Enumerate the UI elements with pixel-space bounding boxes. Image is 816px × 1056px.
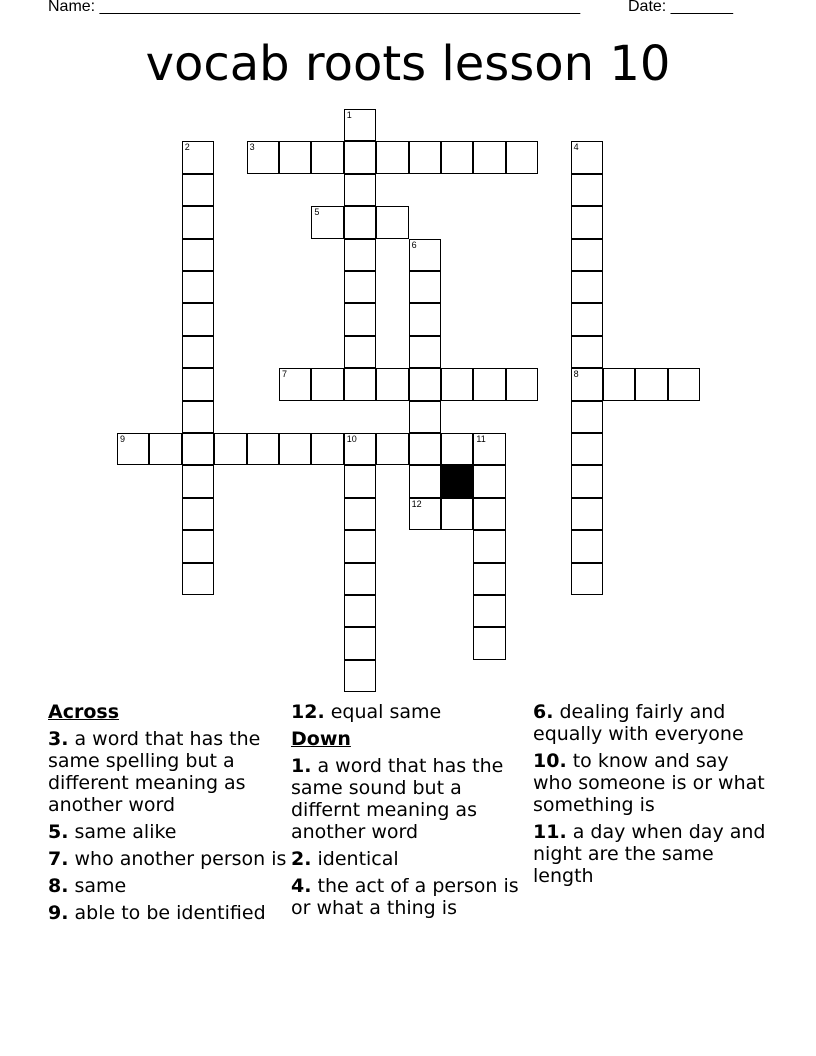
- clue-number-label: 10: [346, 434, 357, 444]
- clue-text: same alike: [68, 821, 177, 843]
- grid-cell[interactable]: [344, 563, 376, 595]
- grid-cell[interactable]: [571, 401, 603, 433]
- grid-cell[interactable]: [409, 465, 441, 497]
- grid-cell[interactable]: [344, 206, 376, 238]
- grid-cell[interactable]: [441, 368, 473, 400]
- clue-number: 6.: [533, 701, 554, 723]
- clue-number-label: 11: [476, 434, 486, 444]
- grid-cell[interactable]: [279, 368, 311, 400]
- clue-number-label: 2: [184, 142, 190, 153]
- grid-cell[interactable]: [311, 368, 343, 400]
- grid-cell[interactable]: [571, 174, 603, 206]
- date-field-label: Date: _______: [628, 0, 733, 15]
- clue-text: same: [68, 875, 127, 897]
- grid-cell[interactable]: [376, 141, 408, 173]
- grid-cell[interactable]: [182, 174, 214, 206]
- grid-cell[interactable]: [247, 141, 279, 173]
- grid-cell[interactable]: [473, 465, 505, 497]
- grid-cell[interactable]: [117, 433, 149, 465]
- name-field-label: Name: ______________________________________________________: [48, 0, 581, 15]
- grid-cell[interactable]: [441, 433, 473, 465]
- clue-text: identical: [311, 848, 399, 870]
- grid-cell[interactable]: [376, 206, 408, 238]
- grid-cell[interactable]: [571, 530, 603, 562]
- grid-cell[interactable]: [571, 433, 603, 465]
- grid-cell[interactable]: [603, 368, 635, 400]
- grid-cell[interactable]: [311, 141, 343, 173]
- grid-cell[interactable]: [571, 271, 603, 303]
- grid-cell[interactable]: [571, 563, 603, 595]
- grid-cell[interactable]: [571, 368, 603, 400]
- grid-cell[interactable]: [311, 206, 343, 238]
- grid-cell[interactable]: [409, 368, 441, 400]
- grid-cell[interactable]: [344, 498, 376, 530]
- clue-text: able to be identified: [68, 902, 266, 924]
- grid-cell[interactable]: [182, 141, 214, 173]
- clue-item: [533, 701, 773, 745]
- grid-cell[interactable]: [409, 271, 441, 303]
- grid-cell[interactable]: [344, 465, 376, 497]
- grid-cell[interactable]: [344, 530, 376, 562]
- grid-cell[interactable]: [182, 498, 214, 530]
- clue-number: 9.: [48, 902, 69, 924]
- grid-cell[interactable]: [635, 368, 667, 400]
- grid-cell[interactable]: [376, 433, 408, 465]
- clue-text: who another person is: [68, 848, 287, 870]
- grid-cell[interactable]: [182, 465, 214, 497]
- grid-cell[interactable]: [571, 206, 603, 238]
- clue-number: 10.: [533, 750, 567, 772]
- grid-cell[interactable]: [409, 336, 441, 368]
- clue-item: [291, 701, 521, 723]
- grid-cell[interactable]: [182, 206, 214, 238]
- grid-cell[interactable]: [149, 433, 181, 465]
- clue-item: [48, 902, 288, 924]
- clue-item: [48, 848, 288, 870]
- grid-cell[interactable]: [571, 336, 603, 368]
- grid-cell[interactable]: [506, 368, 538, 400]
- grid-cell[interactable]: [344, 627, 376, 659]
- clue-item: [291, 875, 521, 919]
- clue-number: 1.: [291, 755, 312, 777]
- grid-cell[interactable]: [571, 498, 603, 530]
- grid-cell[interactable]: [473, 141, 505, 173]
- clue-number-label: 8: [573, 369, 579, 380]
- grid-cell[interactable]: [344, 660, 376, 692]
- grid-cell[interactable]: [668, 368, 700, 400]
- clue-item: [291, 755, 521, 843]
- grid-cell[interactable]: [311, 433, 343, 465]
- grid-cell[interactable]: [344, 303, 376, 335]
- clue-text: equal same: [324, 701, 442, 723]
- grid-cell[interactable]: [409, 433, 441, 465]
- clue-number-label: 5: [314, 207, 320, 218]
- grid-cell[interactable]: [182, 433, 214, 465]
- clue-number: 4.: [291, 875, 312, 897]
- across-heading: Across: [48, 701, 120, 723]
- grid-cell[interactable]: [473, 368, 505, 400]
- grid-cell[interactable]: [344, 433, 376, 465]
- clue-number: 12.: [291, 701, 325, 723]
- clue-number-label: 7: [282, 369, 288, 380]
- grid-cell[interactable]: [182, 530, 214, 562]
- grid-cell[interactable]: [182, 303, 214, 335]
- grid-cell[interactable]: [182, 368, 214, 400]
- clue-number-label: 9: [120, 434, 126, 444]
- grid-cell[interactable]: [214, 433, 246, 465]
- clue-text: a word that has the same sound but a differnt meaning as another word: [291, 755, 504, 843]
- grid-cell[interactable]: [344, 239, 376, 271]
- grid-cell[interactable]: [344, 368, 376, 400]
- grid-cell[interactable]: [279, 141, 311, 173]
- grid-cell[interactable]: [376, 368, 408, 400]
- clue-number: 5.: [48, 821, 69, 843]
- clue-number-label: 3: [249, 142, 255, 153]
- grid-cell[interactable]: [182, 563, 214, 595]
- down-heading: Down: [291, 728, 351, 750]
- grid-cell[interactable]: [247, 433, 279, 465]
- clue-number: 3.: [48, 728, 69, 750]
- grid-cell[interactable]: [409, 498, 441, 530]
- grid-cell[interactable]: [441, 498, 473, 530]
- puzzle-title: vocab roots lesson 10: [145, 36, 671, 92]
- clue-number-label: 6: [411, 239, 417, 250]
- clue-item: [48, 875, 288, 897]
- grid-cell[interactable]: [279, 433, 311, 465]
- grid-cell[interactable]: [409, 303, 441, 335]
- clue-text: the act of a person is or what a thing is: [291, 875, 519, 919]
- grid-cell[interactable]: [473, 433, 505, 465]
- grid-cell[interactable]: [571, 465, 603, 497]
- grid-cell[interactable]: [473, 627, 505, 659]
- clue-item: [533, 821, 773, 887]
- grid-cell[interactable]: [182, 401, 214, 433]
- grid-cell[interactable]: [473, 563, 505, 595]
- grid-cell[interactable]: [182, 271, 214, 303]
- clue-number-label: 12: [411, 498, 422, 509]
- clue-text: to know and say who someone is or what something is: [533, 750, 765, 816]
- clues-column-3: [533, 701, 773, 892]
- grid-cell[interactable]: [409, 141, 441, 173]
- clue-item: [48, 821, 288, 843]
- grid-cell[interactable]: [409, 239, 441, 271]
- clue-text: a day when day and night are the same length: [533, 821, 766, 887]
- clue-item: [291, 848, 521, 870]
- clue-number: 2.: [291, 848, 312, 870]
- grid-cell[interactable]: [571, 141, 603, 173]
- black-cell: [441, 465, 473, 497]
- clues-column-1: [48, 701, 288, 929]
- grid-cell[interactable]: [344, 141, 376, 173]
- grid-cell[interactable]: [409, 401, 441, 433]
- clue-item: [48, 728, 288, 816]
- clues-column-2: [291, 701, 521, 924]
- clue-number-label: 4: [573, 142, 579, 153]
- grid-cell[interactable]: [473, 530, 505, 562]
- grid-cell[interactable]: [344, 595, 376, 627]
- grid-cell[interactable]: [506, 141, 538, 173]
- grid-cell[interactable]: [344, 271, 376, 303]
- clue-text: a word that has the same spelling but a different meaning as another word: [48, 728, 261, 816]
- grid-cell[interactable]: [344, 336, 376, 368]
- grid-cell[interactable]: [182, 239, 214, 271]
- clue-number-label: 1: [346, 110, 352, 120]
- grid-cell[interactable]: [571, 239, 603, 271]
- grid-cell[interactable]: [344, 174, 376, 206]
- clue-text: dealing fairly and equally with everyone: [533, 701, 744, 745]
- grid-cell[interactable]: [182, 336, 214, 368]
- grid-cell[interactable]: [473, 498, 505, 530]
- clue-number: 8.: [48, 875, 69, 897]
- grid-cell[interactable]: [344, 109, 376, 141]
- clue-number: 11.: [533, 821, 567, 843]
- clue-number: 7.: [48, 848, 69, 870]
- grid-cell[interactable]: [571, 303, 603, 335]
- grid-cell[interactable]: [441, 141, 473, 173]
- clue-item: [533, 750, 773, 816]
- grid-cell[interactable]: [473, 595, 505, 627]
